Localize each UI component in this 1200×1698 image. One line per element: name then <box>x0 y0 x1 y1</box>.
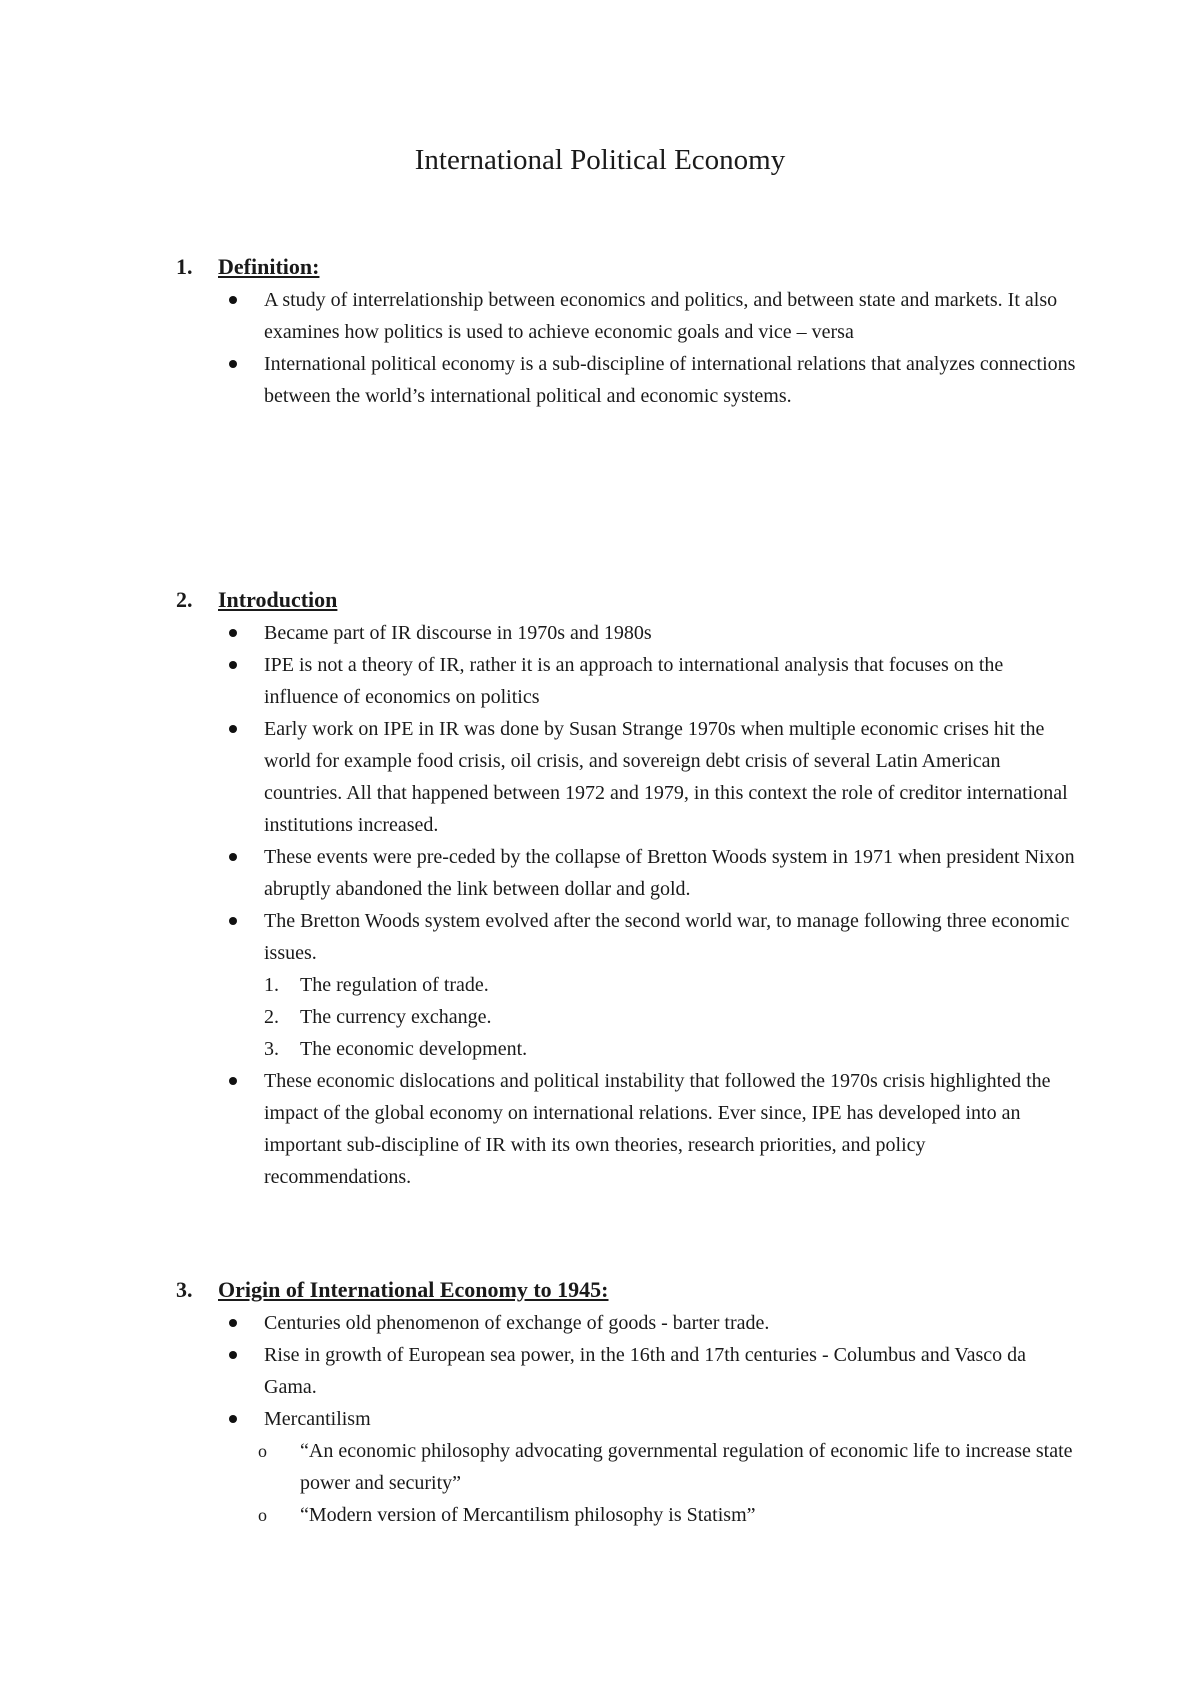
bullet-list <box>176 284 1076 412</box>
circle-bullet-icon: o <box>258 1441 267 1461</box>
sub-list-item-text: “Modern version of Mercantilism philosophy is Statism” <box>300 1504 756 1526</box>
list-item <box>176 841 1076 905</box>
list-item-text: These economic dislocations and political instability that followed the 1970s crisis highlighted the impact of the global economy on international relations. Ever since, IPE has developed into an important sub-discipline of IR with its own theories, research priorities, and policy recommendations. <box>264 1070 1051 1188</box>
bullet-icon <box>229 1319 237 1327</box>
section-introduction <box>176 585 1076 1193</box>
section-heading <box>176 585 1076 615</box>
list-item-text: Mercantilism <box>264 1408 371 1430</box>
bullet-icon <box>229 1077 237 1085</box>
bullet-icon <box>229 1351 237 1359</box>
numbered-item-text: The currency exchange. <box>300 1006 492 1028</box>
bullet-icon <box>229 1415 237 1423</box>
sub-list-item <box>176 1435 1076 1499</box>
list-item-text: Early work on IPE in IR was done by Susan Strange 1970s when multiple economic crises hit the world for example food crisis, oil crisis, and sovereign debt crisis of several Latin American countries. All that happened between 1972 and 1979, in this context the role of creditor international institutions increased. <box>264 718 1068 836</box>
list-item-text: These events were pre-ceded by the collapse of Bretton Woods system in 1971 when president Nixon abruptly abandoned the link between dollar and gold. <box>264 846 1075 900</box>
section-origin <box>176 1275 1076 1531</box>
list-item-text: Rise in growth of European sea power, in the 16th and 17th centuries - Columbus and Vasco da Gama. <box>264 1344 1027 1398</box>
bullet-list <box>176 1065 1076 1193</box>
bullet-list <box>176 617 1076 969</box>
list-item-text: International political economy is a sub-discipline of international relations that analyzes connections between the world’s international political and economic systems. <box>264 353 1076 407</box>
section-heading <box>176 252 1076 282</box>
bullet-icon <box>229 296 237 304</box>
bullet-icon <box>229 917 237 925</box>
section-heading <box>176 1275 1076 1305</box>
list-item <box>176 1403 1076 1435</box>
numbered-item-text: The economic development. <box>300 1038 528 1060</box>
list-item <box>176 284 1076 348</box>
item-number: 1. <box>264 974 279 996</box>
list-item <box>176 617 1076 649</box>
bullet-list <box>176 1307 1076 1435</box>
numbered-list <box>176 969 1076 1065</box>
sub-bullet-list <box>176 1435 1076 1531</box>
numbered-item <box>176 969 1076 1001</box>
bullet-icon <box>229 629 237 637</box>
section-title: Definition: <box>218 254 320 279</box>
list-item <box>176 1307 1076 1339</box>
bullet-icon <box>229 661 237 669</box>
bullet-icon <box>229 853 237 861</box>
section-definition <box>176 252 1076 412</box>
list-item <box>176 348 1076 412</box>
section-number: 1. <box>176 254 193 279</box>
bullet-icon <box>229 360 237 368</box>
item-number: 3. <box>264 1038 279 1060</box>
circle-bullet-icon: o <box>258 1505 267 1525</box>
list-item-text: Centuries old phenomenon of exchange of goods - barter trade. <box>264 1312 770 1334</box>
list-item-text: The Bretton Woods system evolved after the second world war, to manage following three economic issues. <box>264 910 1070 964</box>
numbered-item <box>176 1001 1076 1033</box>
section-title: Origin of International Economy to 1945: <box>218 1277 609 1302</box>
section-number: 2. <box>176 587 193 612</box>
list-item-text: IPE is not a theory of IR, rather it is an approach to international analysis that focuses on the influence of economics on politics <box>264 654 1004 708</box>
list-item <box>176 649 1076 713</box>
numbered-item-text: The regulation of trade. <box>300 974 489 996</box>
section-number: 3. <box>176 1277 193 1302</box>
numbered-item <box>176 1033 1076 1065</box>
sub-list-item <box>176 1499 1076 1531</box>
list-item <box>176 1065 1076 1193</box>
item-number: 2. <box>264 1006 279 1028</box>
list-item-text: Became part of IR discourse in 1970s and 1980s <box>264 622 652 644</box>
list-item-text: A study of interrelationship between economics and politics, and between state and markets. It also examines how politics is used to achieve economic goals and vice – versa <box>264 289 1058 343</box>
list-item <box>176 905 1076 969</box>
section-title: Introduction <box>218 587 338 612</box>
list-item <box>176 1339 1076 1403</box>
list-item <box>176 713 1076 841</box>
document-title: International Political Economy <box>414 144 786 176</box>
bullet-icon <box>229 725 237 733</box>
sub-list-item-text: “An economic philosophy advocating governmental regulation of economic life to increase state power and security” <box>300 1440 1073 1494</box>
